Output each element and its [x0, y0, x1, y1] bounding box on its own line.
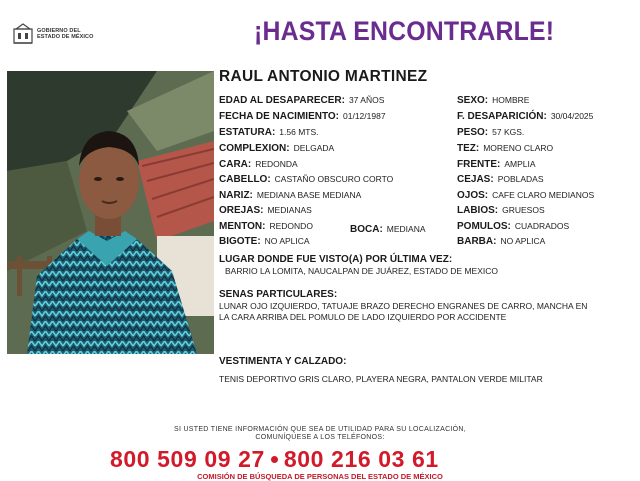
field-value: CUADRADOS [514, 221, 570, 231]
field-label: CEJAS: [457, 174, 494, 185]
person-name: RAUL ANTONIO MARTINEZ [219, 68, 428, 85]
field-label: POMULOS: [457, 221, 511, 232]
phone-number-1[interactable]: 800 509 09 27 [110, 445, 265, 472]
field-label: EDAD AL DESAPARECER: [219, 95, 345, 106]
field-value: MEDIANA [386, 224, 426, 234]
field-label: F. DESAPARICIÓN: [457, 111, 547, 122]
field-frente [457, 159, 536, 170]
field-orejas [219, 205, 312, 216]
phone-numbers [110, 444, 530, 474]
field-label: FRENTE: [457, 159, 501, 170]
particular-signs-value: LUNAR OJO IZQUIERDO, TATUAJE BRAZO DERECHO ENGRANES DE CARRO, MANCHA EN LA CARA ARRIBA DEL POMULO DE LADO IZQUIERDO POR ACCIDENTE [219, 301, 588, 322]
missing-person-photo [7, 71, 214, 354]
field-edad [219, 95, 384, 106]
field-labios [457, 205, 545, 216]
contact-info-line-2: COMUNÍQUESE A LOS TELÉFONOS: [255, 434, 385, 441]
field-label: OJOS: [457, 190, 489, 201]
coat-of-arms-icon [12, 23, 34, 45]
contact-info-line-1: SI USTED TIENE INFORMACIÓN QUE SEA DE UTILIDAD PARA SU LOCALIZACIÓN, [173, 426, 467, 433]
field-value: CASTAÑO OBSCURO CORTO [274, 174, 394, 184]
clothing-label: VESTIMENTA Y CALZADO: [219, 356, 347, 367]
bullet-dot-icon [271, 456, 278, 463]
field-label: FECHA DE NACIMIENTO: [219, 111, 339, 122]
field-value: GRUESOS [502, 205, 545, 215]
field-label: TEZ: [457, 143, 480, 154]
field-cabello [219, 174, 393, 185]
field-boca [350, 224, 426, 235]
field-barba [457, 236, 545, 247]
field-value: DELGADA [293, 143, 335, 153]
phone-number-2[interactable]: 800 216 03 61 [283, 445, 439, 472]
field-value: HOMBRE [492, 95, 530, 105]
field-value: 37 AÑOS [348, 95, 385, 105]
field-label: PESO: [457, 127, 489, 138]
field-bigote [219, 236, 310, 247]
field-label: MENTON: [219, 221, 266, 232]
clothing-value: TENIS DEPORTIVO GRIS CLARO, PLAYERA NEGRA, PANTALON VERDE MILITAR [219, 374, 543, 384]
logo-line-1: GOBIERNO DEL [37, 28, 81, 34]
field-value: 30/04/2025 [550, 111, 594, 121]
field-value: 1.56 MTS. [279, 127, 319, 137]
field-label: OREJAS: [219, 205, 264, 216]
field-value: NO APLICA [500, 236, 546, 246]
field-tez [457, 143, 553, 154]
headline: ¡HASTA ENCONTRARLE! [254, 16, 555, 46]
field-complexion [219, 143, 334, 154]
field-value: 57 KGS. [492, 127, 525, 137]
commission-name: COMISIÓN DE BÚSQUEDA DE PERSONAS DEL ESTADO DE MÉXICO [197, 472, 443, 481]
particular-signs-label: SENAS PARTICULARES: [219, 289, 338, 300]
field-label: COMPLEXION: [219, 143, 290, 154]
field-label: CABELLO: [219, 174, 271, 185]
field-sexo [457, 95, 529, 106]
last-seen-label: LUGAR DONDE FUE VISTO(A) POR ÚLTIMA VEZ: [219, 254, 453, 265]
field-value: CAFE CLARO MEDIANOS [492, 190, 595, 200]
field-value: POBLADAS [497, 174, 544, 184]
field-ojos [457, 190, 594, 201]
field-value: MORENO CLARO [483, 143, 554, 153]
field-value: MEDIANA BASE MEDIANA [256, 190, 362, 200]
field-nariz [219, 190, 361, 201]
field-estatura [219, 127, 319, 138]
field-value: 01/12/1987 [343, 111, 386, 121]
logo-line-2: ESTADO DE MÉXICO [37, 34, 94, 40]
field-menton [219, 221, 313, 232]
field-peso [457, 127, 524, 138]
field-value: MEDIANAS [267, 205, 312, 215]
field-label: ESTATURA: [219, 127, 276, 138]
field-fecha-nacimiento [219, 111, 386, 122]
field-label: BARBA: [457, 236, 497, 247]
government-logo [12, 22, 112, 46]
field-value: NO APLICA [264, 236, 310, 246]
field-value: REDONDO [269, 221, 313, 231]
field-label: BIGOTE: [219, 236, 261, 247]
last-seen-value: BARRIO LA LOMITA, NAUCALPAN DE JUÁREZ, ESTADO DE MEXICO [225, 266, 498, 276]
field-pomulos [457, 221, 569, 232]
field-cara [219, 159, 298, 170]
field-value: AMPLIA [504, 159, 536, 169]
field-label: CARA: [219, 159, 252, 170]
field-label: BOCA: [350, 224, 383, 235]
field-fecha-desaparicion [457, 111, 593, 122]
field-cejas [457, 174, 544, 185]
field-label: NARIZ: [219, 190, 253, 201]
field-label: LABIOS: [457, 205, 499, 216]
field-label: SEXO: [457, 95, 489, 106]
field-value: REDONDA [255, 159, 298, 169]
